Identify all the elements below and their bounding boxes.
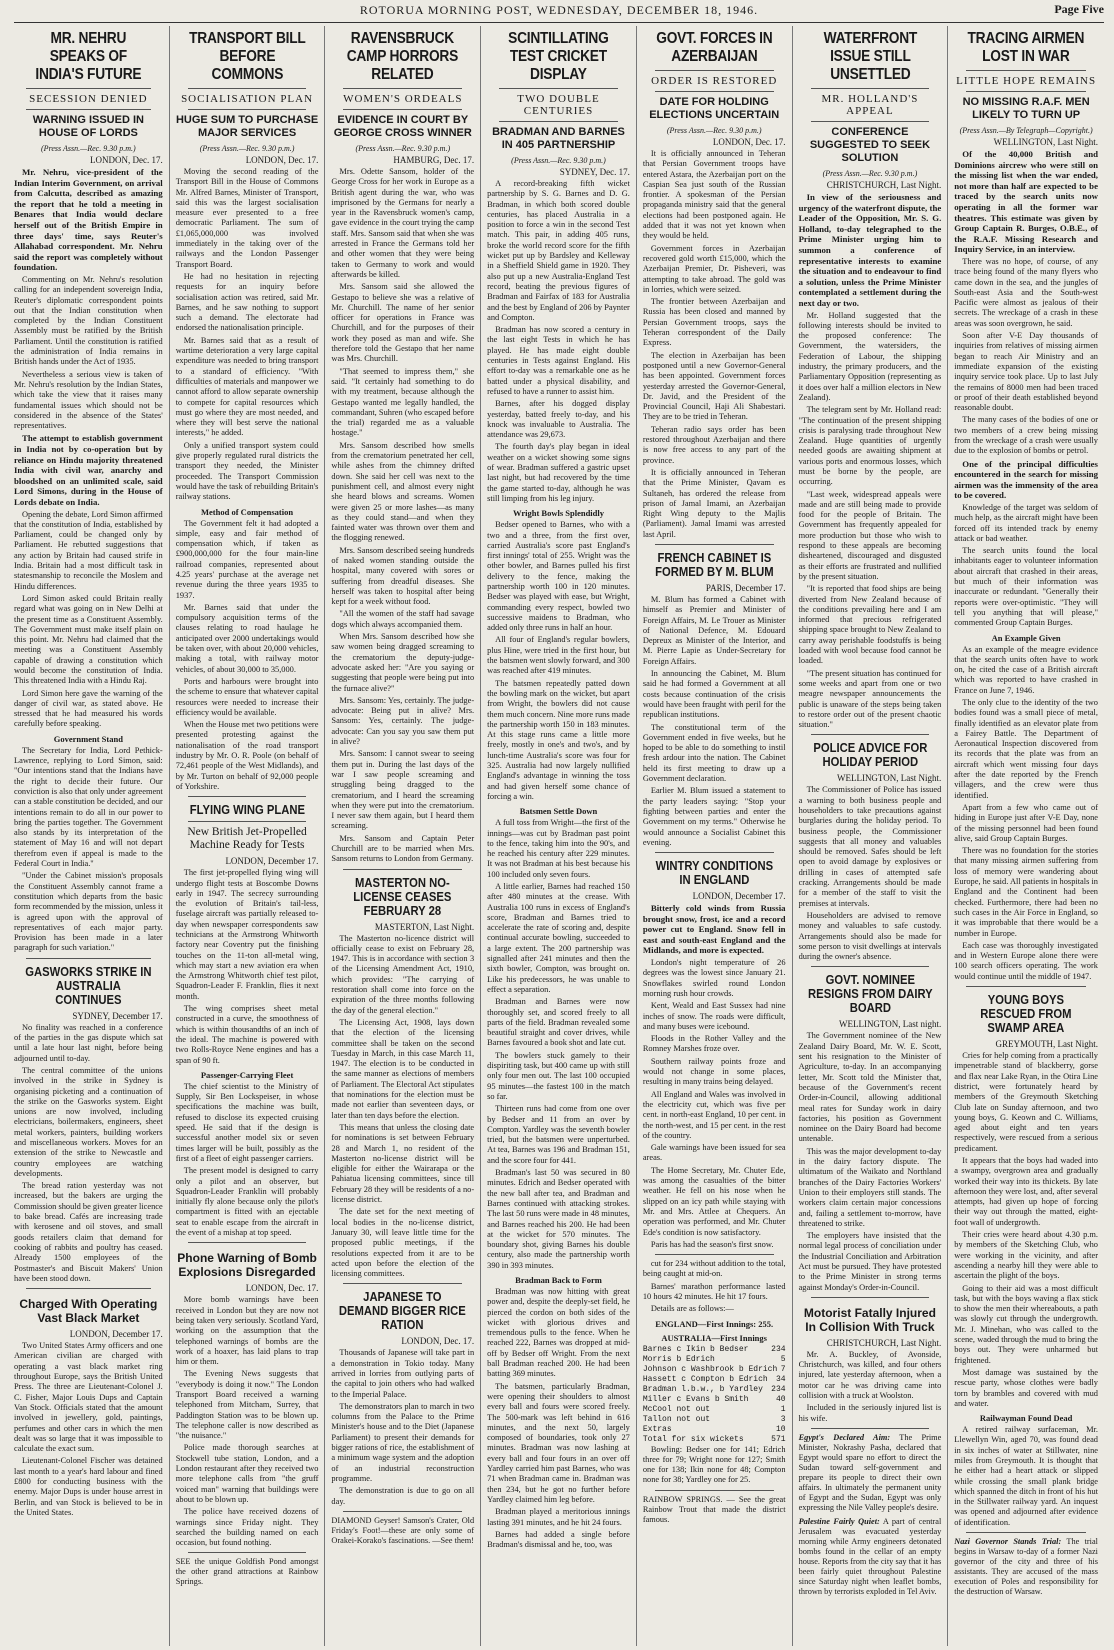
article-lead: Of the 40,000 British and Dominions aircrew who were still on the missing list when the war ended, not more than half are expected to be traced by the search units now operating in all the former war theatres. This estimate was given by Group Captain R. Burges, O.B.E., of the R.A.F. Missing Research and Inquiry Service, in an interview.	[954, 149, 1098, 255]
article-paragraph: Kent, Weald and East Sussex had nine inches of snow. The roads were difficult, and many buses were icebound.	[642, 1001, 786, 1031]
dateline: CHRISTCHURCH, Last Night.	[826, 180, 942, 190]
divider	[499, 121, 618, 122]
divider	[811, 121, 930, 122]
article-paragraph: The Home Secretary, Mr. Chuter Ede, was among the casualties of the bitter weather. He fell on his nose when he slipped on an icy path while staying with Mr. and Mrs. Attlee at Chequers. An operation was performed, and Mr. Chuter Ede's condition is now satisfactory.	[642, 1165, 786, 1237]
divider	[655, 1254, 774, 1255]
article-paragraph: The demonstrators plan to march in two columns from the Palace to the Prime Minister's house and to the Diet (Japanese Parliament) to present their demands for bigger rations of rice, the establishment of a minimum wage system and the adoption of an industrial reconstruction programme.	[331, 1401, 475, 1483]
article-paragraph: "The present situation has continued for some weeks and apart from one or two meagre newspaper announcements the public is unaware of the steps being taken to restore order out of the present chaotic situation."	[798, 668, 942, 730]
article-paragraph: The fourth day's play began in ideal weather on a wicket showing some signs of wear. Bradman suffered a gastric upset last night, but had recovered by the time the game started to-day, although he was still limping from his leg injury.	[487, 442, 630, 503]
divider	[811, 966, 930, 967]
dateline: WELLINGTON, Last Night.	[993, 137, 1098, 147]
article-paragraph: Gale warnings have been issued for sea areas.	[642, 1143, 786, 1163]
subheadline: EVIDENCE IN COURT BY GEORGE CROSS WINNER	[333, 114, 472, 139]
article-paragraph: The Evening News suggests that "everybody is doing it now." The London Transport Board received a warning telephoned from Mitcham, Surrey, that Paddington Station was to be blown up. The telephone caller is now described as "the nuisance."	[175, 1369, 319, 1441]
article-paragraph: Nevertheless a serious view is taken of Mr. Nehru's resolution by the Indian States, which take the view that it raises many fundamental issues which should not be considered in the absence of the States' representatives.	[14, 369, 163, 431]
article-paragraph: Soon after V-E Day thousands of inquiries from relatives of missing airmen began to reach Air Ministry and an immediate expansion of the existing inquiry service took place. Up to last July the remains of 8000 men had been traced or proof of their death established beyond reasonable doubt.	[954, 331, 1098, 413]
headline: WATERFRONT ISSUE STILL UNSETTLED	[823, 30, 917, 83]
article-paragraph: "Under the Cabinet mission's proposals the Constituent Assembly cannot frame a constitution which departs from the basic form recommended by the mission, unless it is agreed upon with the approval of representatives of each major party. Provision has been made in a later paragraph for such variation."	[14, 871, 163, 953]
article-paragraph: London's night temperature of 26 degrees was the lowest since January 21. Snowflakes swirled round London morning rush hour crowds.	[642, 958, 786, 998]
article-paragraph: Floods in the Rother Valley and the Romney Marshes froze over.	[642, 1034, 786, 1054]
article-lead: Bitterly cold winds from Russia brought snow, frost, ice and a record power cut to England. Snow fell in east and south-east England and the Midlands, and more is expected.	[642, 903, 786, 956]
subheadline: New British Jet-Propelled Machine Ready for Tests	[187, 826, 307, 852]
subheadline: TWO DOUBLE CENTURIES	[517, 93, 600, 117]
headline: GASWORKS STRIKE IN AUSTRALIA CONTINUES	[25, 964, 152, 1007]
divider	[811, 1297, 930, 1298]
divider	[26, 1288, 151, 1289]
article-paragraph: All England and Wales was involved in the electricity cut, which was five per cent. in north-east England, 10 per cent. in the north-west, and 15 per cent. in the rest of the country.	[642, 1089, 786, 1140]
divider	[188, 1242, 307, 1243]
article-paragraph: Details are as follows:—	[650, 1304, 734, 1314]
article-paragraph: Mr. Barnes said that under the compulsory acquisition terms of the clauses relating to road haulage he anticipated over 2000 undertakings would be taken over, with about 20,000 vehicles, making a total, with railway motor vehicles, of about 30,000 to 35,000.	[175, 602, 319, 674]
page-number: Page Five	[1054, 2, 1104, 16]
article-paragraph: "It is reported that food ships are being diverted from New Zealand because of the conditions prevailing here and I am informed that precious refrigerated shipping space brought to New Zealand to carry away perishable foodstuffs is being loaded with wool because food cannot be loaded.	[798, 584, 942, 666]
column-7	[948, 26, 1104, 1646]
scorecard	[643, 1345, 786, 1445]
divider	[655, 91, 774, 92]
article-paragraph: Opening the debate, Lord Simon affirmed that the constitution of India, established by Parliament, could be changed only by Parliament. He rebutted suggestions that any action by Britain had caused strife in India. Britain had a most difficult task in statesmanship to reconcile the Moslem and Hindu differences.	[14, 509, 163, 591]
article-paragraph: Mr. Barnes said that as a result of wartime deterioration a very large capital expenditure was needed to bring transport to a standard of efficiency. "With difficulties of materials and manpower we cannot afford to allow separate ownership to compete for capital resources which must go where they are most needed, and where they will best serve the national interests," he added.	[175, 335, 319, 438]
article-paragraph: He had no hesitation in rejecting requests for an inquiry before socialisation action was retired, said Mr. Barnes, and he saw nothing to support such a demand. The electorate had endorsed the nationalisation principle.	[175, 271, 319, 333]
masthead	[14, 0, 1104, 23]
article-paragraph: All four of England's regular bowlers, plus Hine, were tried in the first hour, but the batsmen went slowly forward, and 300 was reached after 419 minutes.	[487, 635, 630, 676]
subheadline: LITTLE HOPE REMAINS	[956, 75, 1097, 87]
scorecard-heading: AUSTRALIA—First Innings	[661, 1332, 767, 1343]
article-paragraph: Mrs. Sansom described how smells from the crematorium penetrated her cell, while ashes from the chimney drifted down. She said her cell was next to the punishment cell, and almost every night she heard blows and screams. Women were given 25 or more lashes—as many as they could stand—and when they fainted water was thrown over them and the flogging renewed.	[331, 440, 475, 543]
article-paragraph: The Licensing Act, 1908, lays down that the election of the licensing committee shall be taken on the second Tuesday in March, in this case March 11, 1947. The election is to be conducted in the same manner as elections of members of Parliament. The Electoral Act stipulates that nominations for the election must be made not earlier than seventeen days, or later than ten days before the election.	[331, 1017, 475, 1120]
dateline: HAMBURG, Dec. 17.	[393, 155, 475, 165]
article-paragraph: In announcing the Cabinet, M. Blum said he had formed a Government at all costs because continuation of the crisis would have been fraught with peril for the republican institutions.	[642, 669, 786, 720]
press-credit: (Press Assn.—Rec. 9.30 p.m.)	[199, 144, 295, 153]
article-paragraph: Thirteen runs had come from one over by Bedser and 11 from an over by Compton. Yardley was the seventh bowler tried, but the batsmen were unperturbed. At tea, Barnes was 196 and Bradman 151, and the score four for 441.	[487, 1104, 630, 1165]
divider	[966, 986, 1086, 987]
dateline: WELLINGTON, Last night.	[838, 1019, 942, 1030]
divider	[655, 544, 774, 545]
section-subhead: Passenger-Carrying Fleet	[200, 1069, 294, 1080]
column-1	[14, 26, 170, 1646]
article-paragraph: Going to their aid was a most difficult task, but with the boys waving a flax stick to show the men their whereabouts, a path was slowly cut through the undergrowth. Mr. J. Minehan, who was called to the scene, waded through the mud to bring the boys out. They were unharmed but frightened.	[954, 1283, 1098, 1365]
dateline: SYDNEY, Dec. 17.	[559, 167, 630, 177]
scorecard-row: Extras 10	[642, 1424, 786, 1434]
article-paragraph: The employers have insisted that the normal legal process of conciliation under the Industrial Conciliation and Arbitration Act must be pursued. They have protested to the Prime Minister in strong terms against Monday's Order-in-Council.	[798, 1231, 942, 1292]
dateline: LONDON, December 17.	[69, 1329, 163, 1340]
article-paragraph: Bradman has now scored a century in the last eight Tests in which he has played. He has made eight double centuries in Tests against England. His effort to-day was a remarkable one as he batted under a physical disability, and refused to have a runner to assist him.	[487, 325, 630, 396]
divider	[26, 88, 151, 89]
headline: Motorist Fatally Injured In Collision With Truck	[803, 1305, 936, 1334]
headline: Phone Warning of Bomb Explosions Disregarded	[177, 1251, 317, 1280]
headline: MASTERTON NO-LICENSE CEASES FEBRUARY 28	[353, 875, 452, 918]
article-paragraph: Earlier M. Blum issued a statement to the party leaders saying: "Stop your fighting between parties and enter the Government on my terms." Otherwise he would announce a Socialist Cabinet this evening.	[642, 786, 786, 847]
dateline: LONDON, Dec. 17.	[712, 137, 786, 147]
section-subhead: Bradman Back to Form	[515, 1274, 602, 1285]
divider	[811, 88, 930, 89]
article-paragraph: Two United States Army officers and one American civilian are charged with operating a vast black market ring throughout Europe, says the British United Press. The three are Lieutenant-Colonel J. C. Fisher, Major Louis Dups and Captain Van Stock. Officials stated that the amount involved in jewellery, gold, paintings, perfumes and other cars in which the men dealt was so large that it was impossible to calculate the exact sum.	[14, 1341, 163, 1454]
dateline: LONDON, Dec. 17.	[401, 1336, 475, 1347]
divider	[655, 1490, 774, 1491]
news-brief: Palestine Fairly Quiet: A part of central Jerusalem was evacuated yesterday morning while Army engineers detonated bombs found in the cellar of an empty house. Reports from the city say that it has been fairly quiet throughout Palestine since Saturday night when leaflet bombs, thrown by terrorists exploded in Tel Aviv.	[798, 1516, 942, 1596]
article-paragraph: Thousands of Japanese will take part in a demonstration in Tokio today. Many arrived in lorries from outlying parts of the capital to join others who had walked to the Imperial Palace.	[331, 1348, 475, 1399]
advertisement-brief: RAINBOW SPRINGS. — See the great Rainbow Trout that made the district famous.	[642, 1494, 786, 1524]
dateline: LONDON, Dec. 17.	[89, 155, 163, 165]
press-credit: (Press Assn.—Rec. 9.30 p.m.)	[511, 156, 606, 165]
headline: FRENCH CABINET IS FORMED BY M. BLUM	[654, 550, 774, 579]
article-paragraph: Cries for help coming from a practically impenetrable stand of blackberry, gorse and flax near Lake Ryan, in the Otira Line district, were fortunately heard by members of the Greymouth Sketching Club late on Sunday afternoon, and two young boys, G. Keown and C. Williams, aged about eight and ten years respectively, were rescued from a serious predicament.	[954, 1051, 1098, 1153]
article-paragraph: The batsmen repeatedly patted down the bowling mark on the wicket, but apart from Wright, the bowlers did not cause them much concern. Nine more runs made the partnership worth 150 in 183 minutes. At this stage runs came a little more freely, mostly in one's and two's, and by lunch-time Australia's score was four for 325. Australia had now largely nullified England's advantage in winning the toss and had given herself some chance of forcing a win.	[487, 678, 630, 801]
headline: TRACING AIRMEN LOST IN WAR	[967, 30, 1085, 65]
headline: POLICE ADVICE FOR HOLIDAY PERIOD	[812, 741, 927, 770]
headline: WINTRY CONDITIONS IN ENGLAND	[655, 859, 773, 888]
divider	[26, 958, 151, 959]
news-brief: Egypt's Declared Aim: The Prime Minister, Nokrashy Pasha, declared that Egypt would spare no effort to direct the Sudan toward self-government and prepare its people to direct their own affairs. In ultimately the permanent unity of Egypt and the Sudan, Egypt was only expressing the Nile Valley people's desire.	[798, 1432, 942, 1512]
dateline: PARIS, December 17.	[705, 582, 786, 593]
article-paragraph: Included in the seriously injured list is his wife.	[798, 1403, 942, 1423]
article-paragraph: Householders are advised to remove money and valuables to safe custody. Arrangements should also be made for some person to visit dwellings at intervals during the owner's absence.	[798, 910, 942, 962]
article-paragraph: As an example of the meagre evidence that the search units often have to work on, he cited the case of a British aircraft which was reported to have crashed in France on June 7, 1946.	[954, 644, 1098, 695]
dateline: LONDON, Dec. 17.	[245, 1283, 319, 1294]
article-paragraph: Lieutenant-Colonel Fischer was detained last month to a year's hard labour and fined £800 for conducting business with the enemy. Major Dups is under house arrest in Berlin, and van Stock is believed to be in the United States.	[14, 1456, 163, 1517]
article-paragraph: "Last week, widespread appeals were made and are still being made to provide food for the people of Britain. The Government has frequently appealed for more production but those who wish to respond to these appeals are becoming disheartened, discouraged and disgusted as their efforts are frustrated and nullified by the present situation.	[798, 489, 942, 581]
article-paragraph: Paris has had the season's first snow.	[650, 1239, 774, 1249]
article-paragraph: Most damage was sustained by the rescue party, whose clothes were badly torn by brambles and covered with mud and water.	[954, 1367, 1098, 1408]
article-paragraph: Only a unified transport system could give properly regulated rural districts the transport they needed, the Minister proceeded. The Transport Commission would have the task of rebuilding Britain's railway stations.	[175, 440, 319, 502]
article-lead: Mr. Nehru, vice-president of the Indian Interim Government, on arrival from Calcutta, described as amazing the report that he told a meeting in Benares that India would declare herself out of the British Empire in three days' time, says Reuter's Allahabad correspondent. Mr. Nehru said the report was completely without foundation.	[14, 167, 163, 273]
article-paragraph: A record-breaking fifth wicket partnership by S. G. Barnes and D. G. Bradman, in which both scored double centuries, has placed Australia in a position to force a win in the second Test match. This pair, in adding 405 runs, broke the world record score for the fifth wicket put up by Bardsley and Kelleway in a Sheffield Shield game in 1920. They also put up a new Australia-England Test record, beating the previous figures of Bradman and Fairfax of 183 for Australia and the best by England of 206 by Paynter and Compton.	[487, 179, 630, 322]
scorecard-row: Johnson c Washbrook b Edrich 7	[642, 1364, 786, 1374]
article-paragraph: A little earlier, Barnes had reached 150 after 480 minutes at the crease. With Australia 100 runs in excess of England's score, Bradman and Barnes tried to accelerate the rate of scoring and, despite continual accurate bowling, succeeded to a large extent. The 200 partnership was signalled after 241 minutes and then the sixth bowler, Compton, was brought on. Like his predecessors, he was unable to effect a separation.	[487, 882, 630, 994]
divider	[343, 1511, 462, 1512]
article-paragraph: The date set for the next meeting of local bodies in the no-license district, January 30, will leave little time for the proposed public meetings, if the resolutions expected from it are to be acted upon before the election of the licensing committees.	[331, 1207, 475, 1279]
subheadline: WOMEN'S ORDEALS	[343, 93, 463, 105]
article-paragraph: "That seemed to impress them," she said. "It certainly had something to do with my treatment, because although the Gestapo wanted me legally handled, the commandant, Suhren (who escaped before the trial) regarded me as a valuable hostage."	[331, 366, 475, 438]
divider	[966, 91, 1086, 92]
subheadline: SOCIALISATION PLAN	[181, 93, 314, 105]
headline: RAVENSBRUCK CAMP HORRORS RELATED	[347, 30, 459, 83]
article-paragraph: The chief scientist to the Ministry of Supply, Sir Ben Lockspeiser, in whose specifications the machine was built, refused to disclose its expected cruising speed. He said that if the design is successful another model six or seven times larger will be built, possibly as the first of a fleet of eight passenger carriers.	[175, 1081, 319, 1163]
dateline: LONDON, Dec. 17.	[245, 155, 319, 165]
article-paragraph: The central committee of the unions involved in the strike in Sydney is organising picketing and a continuation of the strike on the Gasworks system. Eight unions are now involved, including electricians, boilermakers, engineers, sheet metal workers, painters, building workers and miscellaneous workers. Moves for an extension of the strike to Newcastle and country employees are watching developments.	[14, 1065, 163, 1178]
column-4	[481, 26, 637, 1646]
subheadline: MR. HOLLAND'S APPEAL	[821, 93, 919, 117]
column-2	[170, 26, 326, 1646]
headline: GOVT. FORCES IN AZERBAIJAN	[656, 30, 773, 65]
article-paragraph: The Masterton no-licence district will officially cease to exist on February 28, 1947. This is in accordance with section 3 of the Licensing Amendment Act, 1910, which provides: "The carrying of restoration shall come into force on the expiration of the three months following the day of the general election."	[331, 933, 475, 1015]
divider	[188, 796, 307, 797]
article-paragraph: The bowlers stuck gamely to their dispiriting task, but 400 came up with still only four men out. The last 100 occupied 95 minutes—the fastest 100 in the match so far.	[487, 1050, 630, 1101]
article-paragraph: cut for 234 without addition to the total, being caught at mid-on.	[642, 1259, 786, 1279]
scorecard-row: Tallon not out 3	[642, 1414, 786, 1424]
scorecard-row: Bradman l.b.w., b Yardley 234	[642, 1384, 786, 1394]
divider	[188, 88, 307, 89]
column-6	[793, 26, 949, 1646]
headline: FLYING WING PLANE	[189, 803, 305, 818]
article-paragraph: Government forces in Azerbaijan recovered gold worth £15,000, which the Azerbaijan Premier, Dr. Pisheveri, was attempting to take abroad. The gold was in lorries, which were seized.	[642, 243, 786, 294]
article-paragraph: The bread ration yesterday was not increased, but the bakers are urging the Commission should be given greater licence to bake bread. Cafés are increasing trade with kerosene and oil stoves, and small goods retailers claim that demand for cooking of rabbits and poultry has ceased. Already 1500 employees of the Postmaster's and Biscuit Makers' Union have been stood down.	[14, 1181, 163, 1283]
divider	[188, 821, 307, 822]
dateline: LONDON, December 17.	[692, 891, 786, 902]
article-paragraph: Ports and harbours were brought into the scheme to ensure that whatever capital resources were needed to increase their efficiency would be available.	[175, 676, 319, 717]
subheadline: BRADMAN AND BARNES IN 405 PARTNERSHIP	[492, 126, 625, 151]
divider	[343, 1283, 462, 1284]
article-paragraph: No finality was reached in a conference of the parties in the gas dispute which sat until a late hour last night, before being adjourned until to-day.	[14, 1022, 163, 1063]
article-paragraph: Police made thorough searches at Stockwell tube station, London, and a London restaurant after they received two more telephone calls from "the gruff voiced man" warning that buildings were about to be blown up.	[175, 1443, 319, 1504]
divider	[343, 109, 462, 110]
divider	[966, 70, 1086, 71]
scorecard-row: Miller c Evans b Smith 40	[642, 1394, 786, 1404]
article-paragraph: A retired railway surfaceman, Mr. Llewellyn Win, aged 70, was found dead in six inches of water at Stillwater, nine miles from Greymouth. It is thought that he either had a heart attack or slipped while crossing the small plank bridge which spanned the ditch in front of his hut in the Stillwater railway yard. An inquest was opened and adjourned after evidence of identification.	[954, 1425, 1098, 1527]
article-paragraph: Knowledge of the target was seldom of much help, as the aircraft might have been forced off its intended track by enemy attack or bad weather.	[954, 502, 1098, 543]
article-paragraph: Southern railway points froze and would not change in some places, resulting in many trains being delayed.	[642, 1056, 786, 1087]
press-credit: (Press Assn.—Rec. 9.30 p.m.)	[822, 169, 918, 178]
section-subhead: An Example Given	[991, 632, 1061, 643]
article-paragraph: The many cases of the bodies of one or two members of a crew being missing from the wreckage of a crash were usually due to the explosion of bombs or petrol.	[954, 415, 1098, 456]
article-paragraph: Bradman and Barnes were now thoroughly set, and scored freely to all parts of the field. Bradman revealed some beautiful straight and cover drives, while Barnes favoured a book shot and late cut.	[487, 997, 630, 1048]
article-paragraph: The frontier between Azerbaijan and Russia has been closed and manned by Persian Government troops, says the Teheran correspondent of the Daily Express.	[642, 297, 786, 348]
divider	[499, 88, 618, 89]
article-paragraph: More bomb warnings have been received in London but they are now not being taken very seriously. Scotland Yard, working on the assumption that the telephoned warnings of bombs are the work of a hoaxer, has laid plans to trap him or them.	[175, 1295, 319, 1367]
article-paragraph: Bowling: Bedser one for 141; Edrich three for 79; Wright none for 127; Smith one for 138; Ikin none for 48; Compton none for 38; Yardley one for 25.	[642, 1444, 786, 1485]
article-paragraph: The Government nominee of the New Zealand Dairy Board, Mr. W. E. Scott, sent his resignation to the Minister of Agriculture, to-day. In an accompanying letter, Mr. Scott told the Minister that, because of the Government's recent Order-in-Council, allowing additional meal rates for Sunday work in dairy factories, his position as Government nominee on the Dairy Board had become untenable.	[798, 1031, 942, 1144]
divider	[26, 109, 151, 110]
masthead-title: ROTORUA MORNING POST, WEDNESDAY, DECEMBER 18, 1946.	[359, 3, 759, 17]
divider	[811, 1428, 930, 1429]
scorecard-row: Morris b Edrich 5	[642, 1354, 786, 1364]
article-paragraph: Mrs. Sansom said she allowed the Gestapo to believe she was a relative of Mr. Churchill. The name of her senior officer for operations in France was Churchill, and for the purposes of their work they posed as man and wife. She therefore told the Gestapo that her name was Mrs. Churchill.	[331, 282, 475, 364]
dateline: LONDON, December 17.	[225, 856, 319, 867]
subheadline: DATE FOR HOLDING ELECTIONS UNCERTAIN	[649, 96, 780, 121]
article-paragraph: The attempt to establish government in India not by co-operation but by reliance on Hindu majority threatened India with civil war, anarchy and bloodshed on an unlimited scale, said Lord Simons, during in the House of Lords debate on India.	[14, 433, 163, 507]
news-brief: Nazi Governor Stands Trial: The trial begins in Warsaw to-day of a former Nazi governor of the city and three of his assistants. They are accused of the mass execution of Poles and responsibility for the destruction of Warsaw.	[954, 1537, 1098, 1597]
article-paragraph: Their cries were heard about 4.30 p.m. by members of the Sketching Club, who were working in the vicinity, and after ascending a nearby hill they were able to ascertain the plight of the boys.	[954, 1230, 1098, 1281]
article-paragraph: Barnes, after his dogged display yesterday, batted freely to-day, and his knock was invaluable to Australia. The attendance was 29,673.	[487, 399, 630, 440]
article-paragraph: Mrs. Sansom described seeing hundreds of naked women standing outside the hospital, many covered with sores or suffering from dreadful diseases. She herself was taken to hospital after being kept for a week without food.	[331, 545, 475, 607]
article-paragraph: Teheran radio says order has been restored throughout Azerbaijan and there is now free access to any part of the province.	[642, 424, 786, 465]
advertisement-brief: SEE the unique Goldfish Pond amongst the other grand attractions at Rainbow Springs.	[175, 1557, 319, 1587]
article-paragraph: Barnes' marathon performance lasted 10 hours 42 minutes. He hit 17 fours.	[642, 1281, 786, 1301]
article-paragraph: Mr. Holland suggested that the following interests should be invited to the proposed conference: The Government, the watersiders, the Federation of Labour, the shipping industry, the primary producers, and the Parliamentary Opposition (representing as it does over half a million electors in New Zealand).	[798, 310, 942, 402]
article-paragraph: The Commissioner of Police has issued a warning to both business people and householders to take precautions against burglaries during the holiday period. To business people, the Commissioner suggests that all money and valuables should be removed. Safes should be left open to avoid damage by explosives or drilling in cases of attempted safe cracking. Arrangements should be made for a member of the staff to visit the premises at intervals.	[798, 785, 942, 908]
headline: GOVT. NOMINEE RESIGNS FROM DAIRY BOARD	[807, 973, 933, 1016]
article-paragraph: Bedser opened to Barnes, who with a two and a three, from the first over, carried Australia's score past England's first innings' total of 255. Wright was the other bowler, and Barnes pulled his first delivery to the fence, making the partnership worth 100 in 120 minutes. Bedser was played with ease, but Wright, commanding every respect, bowled two successive maidens to Bradman, who added only three runs in half an hour.	[487, 520, 630, 633]
article-paragraph: It appears that the boys had waded into a swampy, overgrown area and gradually worked their way into its thickets. By late afternoon they were lost, and, after several attempts, had given up hope of forcing their way out through the matted, eight-foot wall of undergrowth.	[954, 1155, 1098, 1227]
article-paragraph: Bradman played a meritorious innings lasting 391 minutes, and he hit 24 fours.	[487, 1507, 630, 1527]
divider	[811, 734, 930, 735]
headline: SCINTILLATING TEST CRICKET DISPLAY	[508, 30, 609, 83]
article-paragraph: Moving the second reading of the Transport Bill in the House of Commons Mr. Alfred Barnes, Minister of Transport, said this was the largest socialisation measure ever presented to a free democratic Parliament. The sum of £1,065,000,000 was involved immediately in the taking over of the railways and the London Passenger Transport Board.	[175, 167, 319, 269]
headline: TRANSPORT BILL BEFORE COMMONS	[188, 30, 306, 83]
article-paragraph: It is officially announced in Teheran that the Prime Minister, Qavam es Sultaneh, has ordered the release from prison of Jamal Imami, an Azerbaijan Right Wing deputy to the Majlis (Parliament). Jamal Imami was arrested last April.	[642, 467, 786, 539]
scorecard-row: McCool not out 1	[642, 1404, 786, 1414]
dateline: GREYMOUTH, Last Night.	[995, 1039, 1098, 1050]
article-paragraph: Mrs. Sansom: I cannot swear to seeing them put in. During the last days of the war I saw people screaming and struggling being dragged to the crematorium, and I heard the screaming when they were put into the crematorium. I never saw them again, but I heard them screaming.	[331, 749, 475, 831]
article-paragraph: This means that unless the closing date for nominations is set between February 28 and March 1, no resident of the Masterton no-license district will be eligible for either the Wairarapa or the Pahiatua licensing committees, since till February 28 they will be residents of a no-license district.	[331, 1122, 475, 1205]
article-paragraph: This was the major development to-day in the dairy factory dispute. The ultimatum of the Waikato and Northland branches of the Dairy Factories Workers' Union to their employers still stands. The workers claim certain major concessions and, failing a settlement to-morrow, have threatened to strike.	[798, 1146, 942, 1228]
article-paragraph: The batsmen, particularly Bradman, were opening their shoulders to almost every ball and fours were scored freely. The 500-mark was left behind in 616 minutes, and the next 50, largely composed of boundaries, took only 27 minutes. Bradman was now lashing at every ball and four fours in an over off Yardley carried him past Barnes, who was 71 when Bradman came in. Bradman was then 234, but he got no further before Yardley claimed him leg before.	[487, 1381, 630, 1504]
article-paragraph: The search units found the local inhabitants eager to volunteer information about aircraft that crashed in their areas, but much of their information was inaccurate or redundant. "Generally their reports were over-optimistic. "They will tell you anything that will please," commented Group Captain Burges.	[954, 546, 1098, 628]
headline: YOUNG BOYS RESCUED FROM SWAMP AREA	[980, 993, 1072, 1036]
divider	[343, 869, 462, 870]
article-paragraph: The Secretary for India, Lord Pethick-Lawrence, replying to Lord Simon, said: "Our intentions stand that the Indians have the right to decide their future. Our conviction is also that only under agreement can a stable constitution be decided, and our intentions remain to do all in our power to bring the parties together. The Government also stands by its interpretation of the statement of May 16 and will not depart therefrom even if appeal is made to the Federal Court in India."	[14, 745, 163, 869]
advertisement-brief: DIAMOND Geyser! Samson's Crater, Old Friday's Foot!—these are only some of Orakei-Korako's fascinations. —See them!	[331, 1515, 475, 1545]
dateline: SYDNEY, December 17.	[72, 1010, 163, 1021]
article-paragraph: The present model is designed to carry only a pilot and an observer, but Squadron-Leader Franklin will probably initially fly alone because only the pilot's compartment is fitted with an ejectable seat to enable escape from the aircraft in the event of a mishap at top speed.	[175, 1166, 319, 1238]
subheadline: WARNING ISSUED IN HOUSE OF LORDS	[32, 114, 144, 139]
subheadline: HUGE SUM TO PURCHASE MAJOR SERVICES	[175, 114, 319, 139]
article-paragraph: M. Blum has formed a Cabinet with himself as Premier and Minister of Foreign Affairs, M. Le Trouer as Minister of National Defence, M. Edouard Depreux as Minister of the Interior, and M. Pierre Lapie as Under-Secretary for Foreign Affairs.	[642, 594, 786, 666]
column-5	[637, 26, 793, 1646]
article-paragraph: The Government felt it had adopted a simple, easy and fair method of compensation which, if taken as £900,000,000 for the four main-line railroad companies, represented about 4.25 years' purchase at the average net revenue during the three years 1935 to 1937.	[175, 518, 319, 600]
article-paragraph: There was no foundation for the stories that many missing airmen suffering from loss of memory were wandering about Europe, he said. All patients in hospitals in England and the Continent had been checked. Furthermore, there had been no such cases in the Air Force in England, so it was improbable that there would be a number in Europe.	[954, 846, 1098, 938]
headline: Charged With Operating Vast Black Market	[19, 1297, 158, 1326]
article-paragraph: Mrs. Sansom: Yes, certainly. The judge-advocate: Being put in alive? Mrs. Sansom: Yes, certainly. The judge-advocate: Can you say you saw them put in alive?	[331, 695, 475, 747]
article-paragraph: The constitutional term of the Government ended in five weeks, but he hoped to be able to do something to instil fresh ardour into the nation. The Cabinet held its first meeting to draw up a Government declaration.	[642, 722, 786, 784]
press-credit: (Press Assn.—Rec. 9.30 p.m.)	[41, 144, 136, 153]
article-paragraph: When the House met two petitions were presented protesting against the nationalisation of the road transport industry by Mr. O. R. Poole (on behalf of 72,461 people of the West Midlands), and by Mr. Turton on behalf of 92,000 people of Yorkshire.	[175, 720, 319, 791]
article-paragraph: It is officially announced in Teheran that Persian Government troops have entered Astara, the Azerbaijan port on the Caspian Sea just south of the Russian frontier. A spokesman of the Persian propaganda ministry said that the general elections had been postponed again. He added that it was not yet known when they would be held.	[642, 149, 786, 241]
divider	[188, 109, 307, 110]
newspaper-columns	[14, 26, 1104, 1646]
dateline: CHRISTCHURCH, Last Night.	[826, 1337, 942, 1348]
article-paragraph: The first jet-propelled flying wing will undergo flight tests at Boscombe Downs early in 1947. The secrecy surrounding the evolution of Britain's tail-less, fuselage aircraft was partially released to-day when newspaper correspondents saw technicians at the Armstrong Whitworth factory near Coventry put the finishing touches on the 11-ton all-metal wing, which may start a new aviation era when the Armstrong Whitworth chief test pilot, Squadron-Leader F. Franklin, flies it next month.	[175, 868, 319, 1001]
article-paragraph: Each case was thoroughly investigated and in Western Europe alone there were 100 search officers operating. The work would continue until the middle of 1947.	[954, 940, 1098, 981]
article-paragraph: Bradman was now hitting with great power and, despite the deeply-set field, he pierced the cordon on both sides of the wicket with glorious drives and tremendous pulls to the fence. When he reached 222, Barnes was dropped at mid-off by Bedser off Wright. From the next ball Bradman reached 200. He had been batting 369 minutes.	[487, 1286, 630, 1379]
subheadline: SECESSION DENIED	[29, 93, 148, 105]
article-paragraph: The telegram sent by Mr. Holland read: "The continuation of the present shipping crisis is paralysing trade throughout New Zealand. Huge quantities of urgently needed goods are awaiting shipment at various ports and enormous losses, which must be borne by the people, are occurring.	[798, 405, 942, 487]
article-paragraph: Bradman's last 50 was secured in 80 minutes. Edrich and Bedser operated with the new ball after tea, and Bradman and Barnes continued with attacking strokes. The last 50 runs were made in 48 minutes, and Barnes reached his 200. He had been at the wicket for 570 minutes. The boundary shot, giving Barnes his double century, also made the partnership worth 390 in 393 minutes.	[487, 1168, 630, 1270]
article-paragraph: The demonstration is due to go on all day.	[331, 1486, 475, 1506]
section-subhead: Method of Compensation	[201, 506, 294, 517]
article-paragraph: "All the women of the staff had savage dogs which always accompanied them.	[331, 609, 475, 629]
article-paragraph: Barnes had added a single before Bradman's dismissal and he, too, was	[487, 1529, 630, 1550]
article-paragraph: Mrs. Sansom and Captain Peter Churchill are to be married when Mrs. Sansom returns to London from Germany.	[331, 833, 475, 864]
divider	[966, 1532, 1086, 1533]
article-paragraph: The election in Azerbaijan has been postponed until a new Governor-General has been appointed. Government forces yesterday arrested the Governor-General, Dr. Javid, and the President of the Provincial Council, Haji Ali Shabestari. They are to be tried in Teheran.	[642, 350, 786, 422]
article-lead: In view of the seriousness and urgency of the waterfront dispute, the Leader of the Opposition, Mr. S. G. Holland, to-day telegraphed to the Prime Minister urging him to summon a conference of representative interests to examine the situation and to endeavour to find a solution, unless the Prime Minister contemplated a settlement during the next day or two.	[798, 192, 942, 308]
divider	[655, 70, 774, 71]
dateline: MASTERTON, Last Night.	[374, 921, 475, 932]
press-credit: (Press Assn.—By Telegraph—Copyright.)	[959, 126, 1093, 135]
headline: JAPANESE TO DEMAND BIGGER RICE RATION	[339, 1290, 467, 1333]
article-paragraph: The only clue to the identity of the two bodies found was a small piece of metal, finally identified as an elevator plate from a Fairey Battle. The Department of Aeronautical Inspection discovered from its records that the plate was from an aircraft which went missing four days after the date reported by the French villagers, and the crew were thus identified.	[954, 698, 1098, 800]
scorecard-total: Total for six wickets 571	[642, 1434, 786, 1444]
article-paragraph: Mr. A. Buckley, of Avonside, Christchurch, was killed, and four others injured, late yesterday afternoon, when a motor car he was driving came into collision with a truck at Woolston.	[798, 1349, 942, 1401]
section-subhead: Government Stand	[53, 733, 123, 744]
article-paragraph: The police have received dozens of warnings since Friday night. They searched the building named on each occasion, but found nothing.	[175, 1507, 319, 1548]
divider	[655, 852, 774, 853]
press-credit: (Press Assn.—Rec. 9.30 p.m.)	[355, 144, 451, 153]
section-subhead: Railwayman Found Dead	[979, 1413, 1073, 1424]
dateline: WELLINGTON, Last Night.	[836, 773, 942, 784]
article-paragraph: A full toss from Wright—the first of the innings—was cut by Bradman past point to the fence, taking him into the 90's, and he reached his century after 229 minutes. It was not Bradman at his best because his 100 included only seven fours.	[487, 818, 630, 879]
article-paragraph: The wing comprises sheet metal constructed in a curve, the smoothness of which is within thousandths of an inch of the ideal. The machine is powered with two Rolls-Royce Nene engines and has a span of 90 ft.	[175, 1004, 319, 1065]
column-3	[325, 26, 481, 1646]
scorecard-row: Barnes c Ikin b Bedser 234	[642, 1344, 786, 1354]
article-paragraph: There was no hope, of course, of any trace being found of the many flyers who came down in the sea, and the jungles of South-east Asia and the South-west Pacific were almost as jealous of their secrets. The wreckage of a crash in these areas was soon overgrown, he said.	[954, 256, 1098, 328]
article-paragraph: Mrs. Odette Sansom, holder of the George Cross for her work in Europe as a British agent during the war, who was imprisoned by the Germans for nearly a year in the Ravensbruck women's camp, gave evidence in the court trying the camp staff. Mrs. Sansom said that when she was arrested in France the Germans told her and other women that they were being taken to Germany to work and would afterwards be killed.	[331, 167, 475, 279]
subheadline: NO MISSING R.A.F. MEN LIKELY TO TURN UP	[962, 96, 1090, 121]
article-paragraph: Lord Simon asked could Britain really regard what was going on in New Delhi at the present time as a Constituent Assembly. The Government must make itself plain on this point. Mr. Nehru had claimed that the meeting was a Constituent Assembly capable of drawing a constitution which would become the constitution of India. This threatened India with a Hindu Raj.	[14, 593, 163, 686]
section-subhead: Wright Bowls Splendidly	[512, 508, 604, 519]
subheadline: CONFERENCE SUGGESTED TO SEEK SOLUTION	[809, 126, 931, 164]
divider	[343, 88, 462, 89]
scorecard-row: Hassett c Compton b Edrich 34	[642, 1374, 786, 1384]
headline: MR. NEHRU SPEAKS OF INDIA'S FUTURE	[35, 30, 142, 83]
article-paragraph: Commenting on Mr. Nehru's resolution calling for an independent sovereign India, Reuter's diplomatic correspondent points out that the Indian constitution when completed by the Indian Constituent Assembly must be ratified by the British Parliament. Until the constitution is ratified the administration of India remains in British hands under the Act of 1935.	[14, 274, 163, 367]
subheadline: ORDER IS RESTORED	[651, 75, 778, 87]
divider	[188, 1552, 307, 1553]
article-paragraph: Lord Simon here gave the warning of the danger of civil war, as stated above. He stressed that he had measured his words carefully before speaking.	[14, 688, 163, 729]
press-credit: (Press Assn.—Rec. 9.30 p.m.)	[666, 126, 762, 135]
scorecard-heading: ENGLAND—First Innings: 255.	[655, 1318, 774, 1329]
article-paragraph: Apart from a few who came out of hiding in Europe just after V-E Day, none of the missing personnel had been found alive, said Group Captain Burges.	[954, 802, 1098, 843]
article-paragraph: One of the principal difficulties encountered in the search for missing airmen was the immensity of the area to be covered.	[954, 458, 1098, 501]
article-paragraph: When Mrs. Sansom described how she saw women being dragged screaming to the crematorium the deputy-judge-advocate asked her: "Are you saying or suggesting that people were being put into the furnace alive?"	[331, 632, 475, 693]
section-subhead: Batsmen Settle Down	[519, 806, 598, 817]
